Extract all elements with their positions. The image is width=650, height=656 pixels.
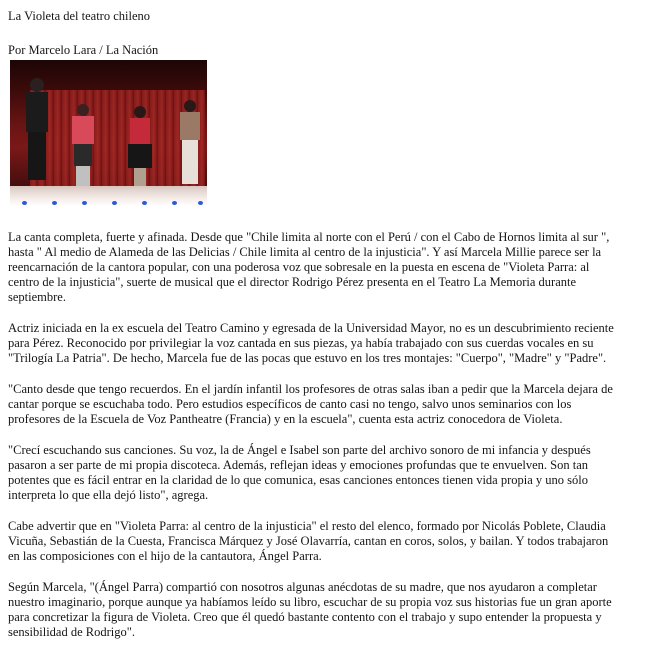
text-line: Actriz iniciada en la ex escuela del Teatro Camino y egresada de la Universidad Mayor, no es un descubrimiento reciente xyxy=(8,321,614,335)
text-line: Cabe advertir que en "Violeta Parra: al centro de la injusticia" el resto del elenco, formado por Nicolás Poblete, Claudia xyxy=(8,519,606,533)
text-line: para Pérez. Reconocido por privilegiar la voz cantada en sus piezas, ya había trabajado con sus cuerdas vocales en su xyxy=(8,336,594,350)
text-line: para concretizar la figura de Violeta. Creo que él quedó bastante contento con el trabajo y supo entender la propuesta y xyxy=(8,610,602,624)
stage-lights xyxy=(10,199,207,205)
text-line: sensibilidad de Rodrigo". xyxy=(8,625,135,639)
text-line: reencarnación de la cantora popular, con una poderosa voz que sobresale en la puesta en escena de "Violeta Parra: al xyxy=(8,260,590,274)
text-line: septiembre. xyxy=(8,290,66,304)
text-line: cantar porque se escuchaba todo. Pero estudios específicos de canto casi no tengo, salvo unos seminarios con los xyxy=(8,397,572,411)
text-line: en las composiciones con el hijo de la cantautora, Ángel Parra. xyxy=(8,549,322,563)
text-line: Vicuña, Sebastián de la Cuesta, Francisca Márquez y José Olavarría, cantan en coros, solos, y bailan. Y todos trabajaron xyxy=(8,534,609,548)
text-line: "Trilogía La Patria". De hecho, Marcela fue de las pocas que estuvo en los tres montajes: "Cuerpo", "Madre" y "Padre". xyxy=(8,351,607,365)
text-line: interpreta lo que ella dejó listo", agrega. xyxy=(8,488,209,502)
text-line: centro de la injusticia", suerte de musical que el director Rodrigo Pérez presenta en el Teatro La Memoria durante xyxy=(8,275,577,289)
stage-curtain xyxy=(30,90,205,190)
text-line: profesores de la Escuela de Voz Pantheatre (Francia) y en la escuela", cuenta esta actriz conocedora de Violeta. xyxy=(8,412,563,426)
article-byline: Por Marcelo Lara / La Nación xyxy=(8,43,159,57)
text-line: hasta " Al medio de Alameda de las Delicias / Chile limita al centro de la injusticia". Y así Marcela Millie parece ser la xyxy=(8,245,602,259)
text-line: potentes que es fácil entrar en la claridad de lo que comunica, esas canciones entonces tienen vida propia y uno sólo xyxy=(8,473,588,487)
text-line: "Canto desde que tengo recuerdos. En el jardín infantil los profesores de otras salas iban a pedir que la Marcela dejara de xyxy=(8,382,613,396)
text-line: La canta completa, fuerte y afinada. Desde que "Chile limita al norte con el Perú / con el Cabo de Hornos limita al sur ", xyxy=(8,230,610,244)
text-line: pasaron a ser parte de mi propia discoteca. Además, reflejan ideas y emociones profundas que te envuelven. Son tan xyxy=(8,458,589,472)
article-title: La Violeta del teatro chileno xyxy=(8,9,151,23)
text-line: nuestro imaginario, porque aunque ya habíamos leído su libro, escuchar de su propia voz sus historias fue un gran aporte xyxy=(8,595,612,609)
text-line: Según Marcela, "(Ángel Parra) compartió con nosotros algunas anécdotas de su madre, que nos ayudaron a completar xyxy=(8,580,597,594)
text-line: "Crecí escuchando sus canciones. Su voz, la de Ángel e Isabel son parte del archivo sonoro de mi infancia y después xyxy=(8,443,591,457)
stage-performance-photo xyxy=(10,60,207,206)
